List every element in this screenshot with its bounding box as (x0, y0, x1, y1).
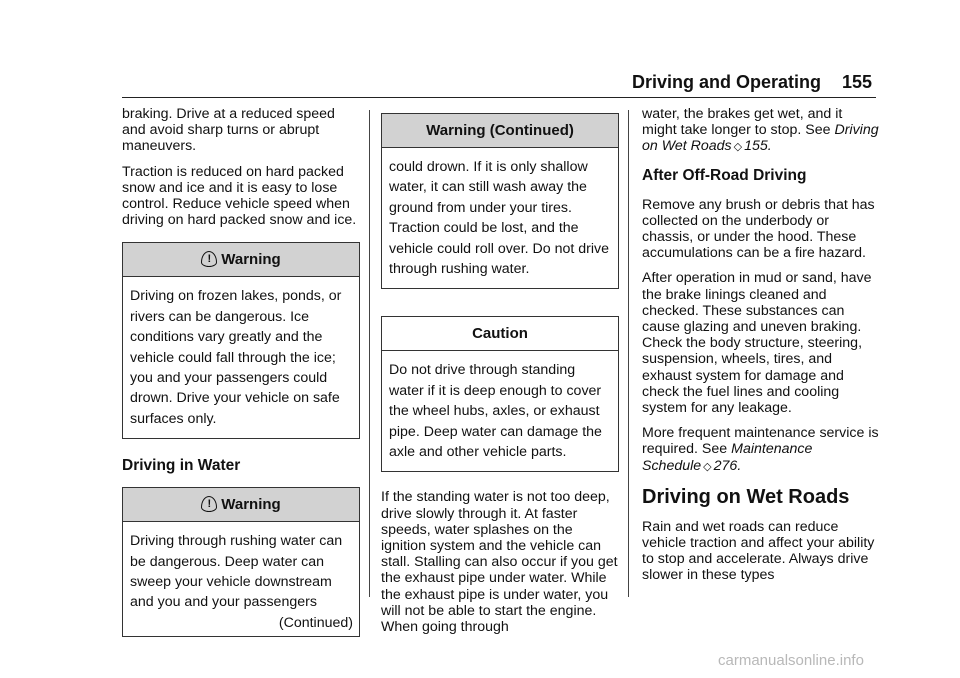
paragraph-text: More frequent maintenance service is required. See (642, 425, 879, 458)
continued-label: (Continued) (278, 614, 353, 631)
paragraph: Rain and wet roads can reduce vehicle traction and affect your ability to stop and accelerate. Always drive slower in these types (642, 518, 875, 584)
warning-title: Warning (221, 251, 281, 269)
column-right (642, 106, 880, 593)
page-reference[interactable]: 276 (713, 457, 738, 474)
paragraph: Traction is reduced on hard packed snow and ice and it is easy to lose control. Reduce vehicle speed when driving on hard packed snow and ice. (122, 163, 357, 229)
section-heading: After Off-Road Driving (642, 166, 807, 184)
warning-box (122, 487, 360, 637)
warning-header: Warning (Continued) (382, 114, 618, 148)
paragraph: More frequent maintenance service is required. See Maintenance Schedule ◇ 276. (642, 425, 879, 474)
header-rule (122, 97, 876, 98)
warning-icon: ! (201, 251, 217, 267)
column-divider (628, 110, 629, 597)
cross-reference-link[interactable]: Driving on Wet Roads (642, 122, 879, 155)
warning-body: could drown. If it is only shallow water, it can still wash away the ground from under your tires. Traction could be lost, and the vehicle could roll over. Do not drive through rushing water. (389, 159, 610, 278)
section-heading: Driving in Water (122, 457, 241, 475)
warning-box (122, 242, 360, 439)
watermark: carmanualsonline.info (718, 652, 864, 669)
column-middle (381, 113, 619, 644)
paragraph-text: water, the brakes get wet, and it might take longer to stop. See (642, 106, 843, 139)
caution-box (381, 316, 619, 472)
paragraph: If the standing water is not too deep, drive slowly through it. At faster speeds, water splashes on the ignition system and the vehicle can stall. Stalling can also occur if you get the exhaust pipe under water. While the exhaust pipe is under water, you will not be able to start the engine. When going through (381, 489, 618, 636)
warning-header (123, 488, 359, 522)
page-header (0, 0, 960, 110)
warning-body: Driving on frozen lakes, ponds, or rivers can be dangerous. Ice conditions vary greatly and the vehicle could fall through the ice; you and your passengers could drown. Drive your vehicle on safe surfaces only. (130, 288, 342, 427)
warning-icon: ! (201, 496, 217, 512)
page-ref-icon: ◇ (733, 141, 743, 154)
column-divider (369, 110, 370, 597)
warning-title: Warning (221, 496, 281, 514)
caution-body: Do not drive through standing water if it is deep enough to cover the wheel hubs, axles, or exhaust pipe. Deep water can damage the axle and other vehicle parts. (389, 362, 602, 461)
page-reference[interactable]: 155 (744, 138, 768, 155)
page-ref-icon: ◇ (703, 460, 712, 473)
paragraph: braking. Drive at a reduced speed and avoid sharp turns or abrupt maneuvers. (122, 106, 335, 155)
warning-header (123, 243, 359, 277)
section-title: Driving and Operating (632, 72, 822, 92)
column-left (122, 106, 360, 637)
warning-continued-box (381, 113, 619, 289)
warning-body (123, 522, 359, 636)
cross-reference-link[interactable]: Maintenance Schedule (642, 441, 813, 474)
warning-text: Driving through rushing water can be dangerous. Deep water can sweep your vehicle downstream and you and your passengers (130, 533, 343, 611)
section-heading-large: Driving on Wet Roads (642, 485, 850, 508)
paragraph: water, the brakes get wet, and it might take longer to stop. See Driving on Wet Roads ◇ 155. (642, 106, 879, 155)
page-number: 155 (842, 72, 873, 92)
caution-header: Caution (382, 317, 618, 351)
paragraph: After operation in mud or sand, have the brake linings cleaned and checked. These substances can cause glazing and uneven braking. Check the body structure, steering, suspension, wheels, tires, and exhaust system for damage and check the fuel lines and cooling system for any leakage. (642, 270, 872, 417)
paragraph: Remove any brush or debris that has collected on the underbody or chassis, or under the hood. These accumulations can be a fire hazard. (642, 196, 875, 262)
